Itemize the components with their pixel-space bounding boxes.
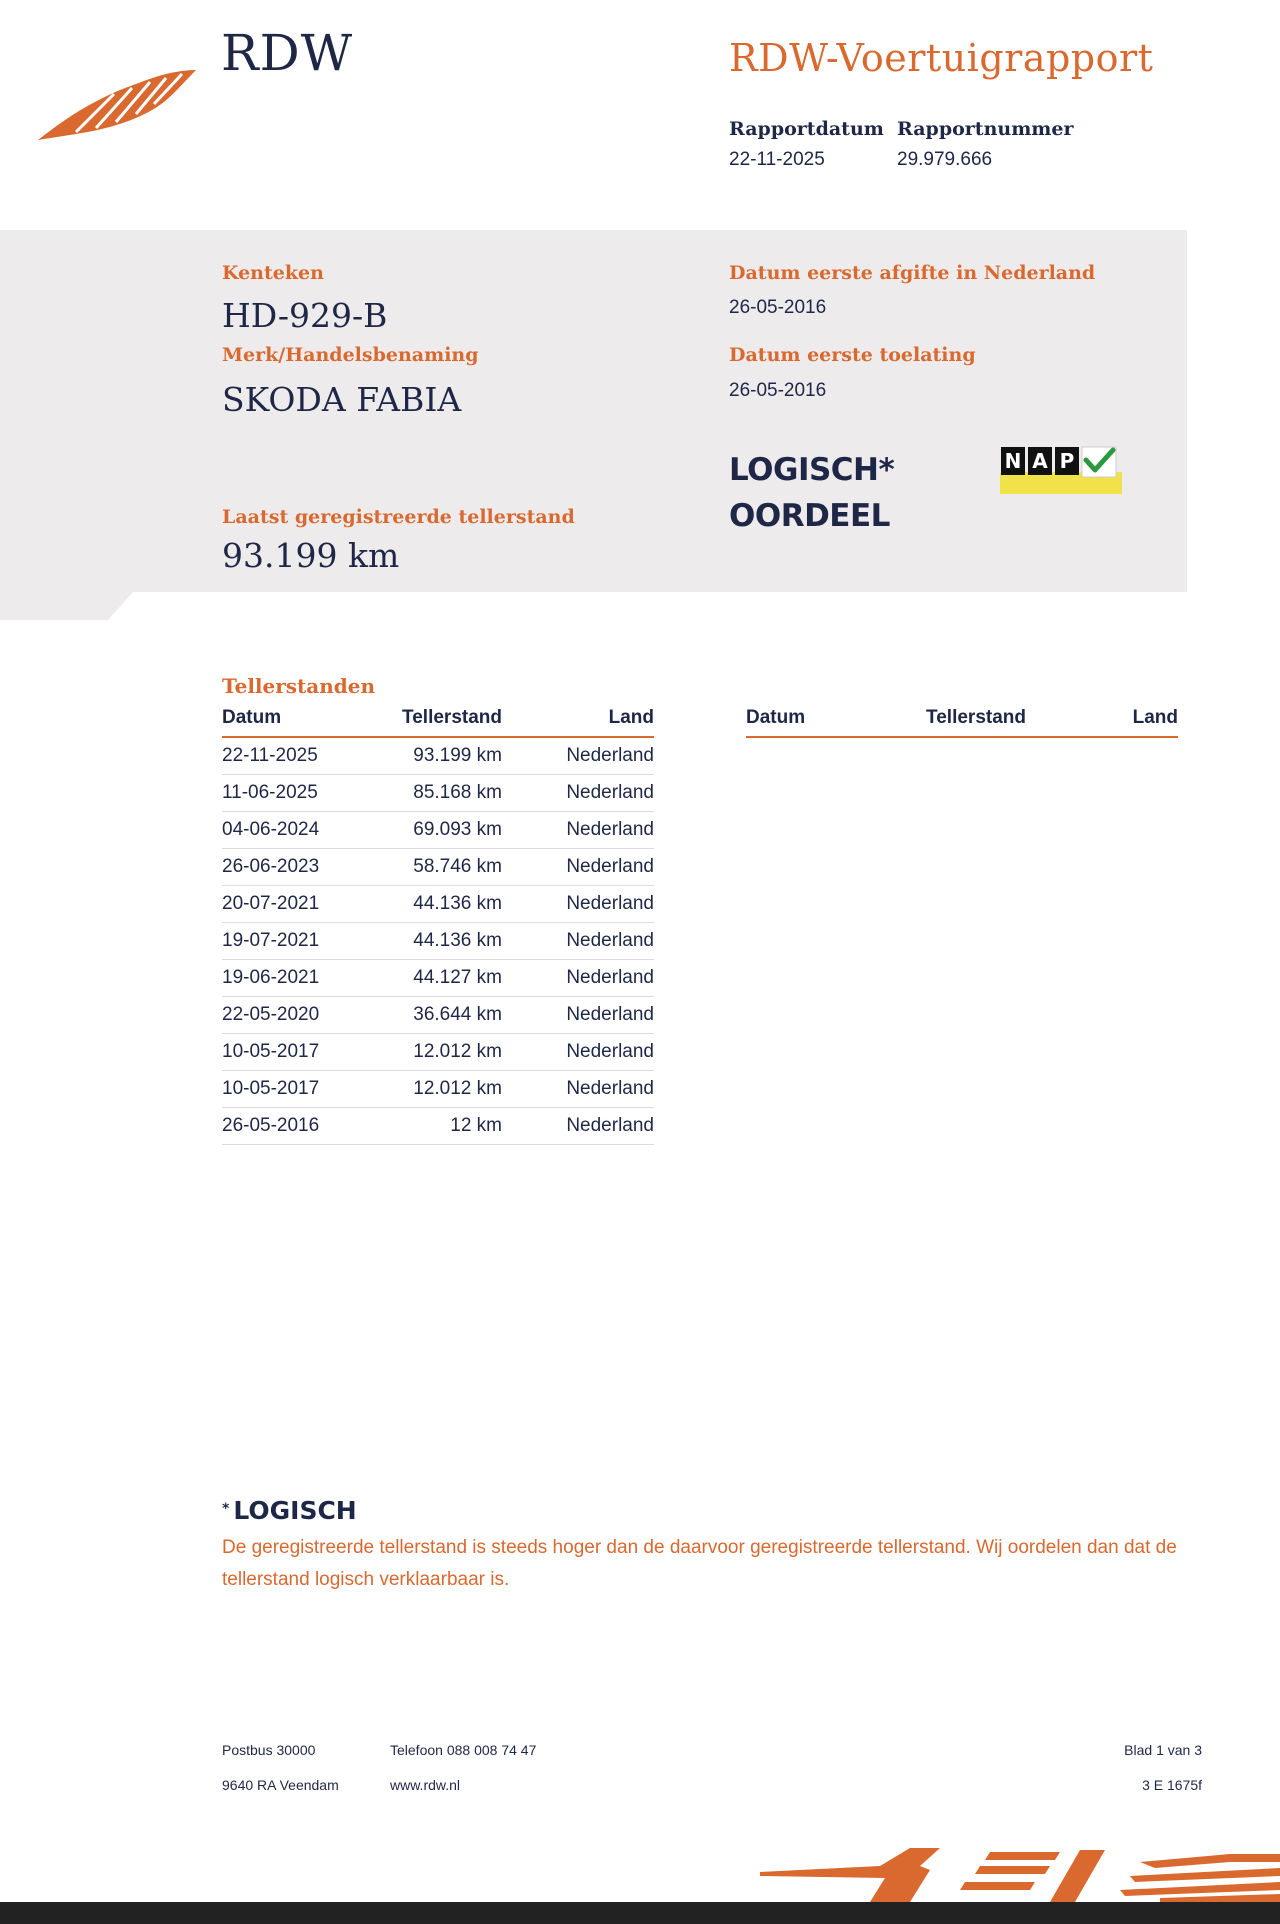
report-title: RDW-Voertuigrapport (729, 36, 1154, 80)
report-date-label: Rapportdatum (729, 118, 884, 140)
col-reading-header: Tellerstand (372, 706, 502, 737)
col-date-header: Datum (222, 706, 372, 737)
row-date: 20-07-2021 (222, 886, 372, 923)
verdict-line-2: OORDEEL (729, 498, 890, 534)
row-reading: 12.012 km (372, 1034, 502, 1071)
first-admission-value: 26-05-2016 (729, 380, 827, 401)
row-date: 26-05-2016 (222, 1108, 372, 1145)
footnote-title-text: LOGISCH (233, 1496, 357, 1525)
decorative-stripes (760, 1846, 1280, 1904)
row-reading: 58.746 km (372, 849, 502, 886)
last-odometer-value: 93.199 km (222, 536, 400, 575)
bottom-bar (0, 1902, 1280, 1924)
row-reading: 44.127 km (372, 960, 502, 997)
table-row (222, 960, 654, 997)
panel-tail-shape (0, 590, 135, 622)
odometer-section-title: Tellerstanden (222, 674, 376, 698)
table-row (222, 1071, 654, 1108)
row-date: 11-06-2025 (222, 775, 372, 812)
footer-address-line1: Postbus 30000 (222, 1742, 316, 1758)
brand-value: SKODA FABIA (222, 380, 462, 419)
logo-text: RDW (221, 24, 354, 82)
nap-letter-n: N (1004, 449, 1022, 473)
nap-badge-icon (1000, 446, 1122, 494)
verdict-line-1: LOGISCH* (729, 452, 895, 488)
nap-letter-a: A (1032, 449, 1048, 473)
col-date-header-right: Datum (746, 706, 896, 737)
table-row (222, 737, 654, 775)
footer-phone: Telefoon 088 008 74 47 (390, 1742, 537, 1758)
report-number: 29.979.666 (897, 149, 993, 170)
col-reading-header-right: Tellerstand (896, 706, 1026, 737)
row-country: Nederland (502, 997, 654, 1034)
odometer-table-right-header (746, 706, 1178, 737)
last-odometer-label: Laatst geregistreerde tellerstand (222, 506, 575, 528)
row-reading: 12 km (372, 1108, 502, 1145)
row-country: Nederland (502, 737, 654, 775)
first-issue-nl-value: 26-05-2016 (729, 297, 827, 318)
footnote-title (222, 1496, 357, 1525)
table-row (222, 886, 654, 923)
row-date: 26-06-2023 (222, 849, 372, 886)
footnote-marker: * (222, 1501, 230, 1517)
table-row (222, 997, 654, 1034)
col-country-header: Land (502, 706, 654, 737)
table-row (222, 923, 654, 960)
row-country: Nederland (502, 849, 654, 886)
footer-page-number: Blad 1 van 3 (1124, 1742, 1202, 1758)
col-country-header-right: Land (1026, 706, 1178, 737)
first-issue-nl-label: Datum eerste afgifte in Nederland (729, 262, 1096, 284)
row-date: 22-11-2025 (222, 737, 372, 775)
row-date: 22-05-2020 (222, 997, 372, 1034)
plate-label: Kenteken (222, 262, 324, 284)
row-reading: 93.199 km (372, 737, 502, 775)
odometer-table-right (746, 706, 1178, 738)
rdw-feather-logo (36, 58, 198, 142)
footer-address-line2: 9640 RA Veendam (222, 1777, 339, 1793)
table-row (222, 1108, 654, 1145)
row-date: 04-06-2024 (222, 812, 372, 849)
row-date: 10-05-2017 (222, 1034, 372, 1071)
brand-label: Merk/Handelsbenaming (222, 344, 479, 366)
row-date: 10-05-2017 (222, 1071, 372, 1108)
table-row (222, 775, 654, 812)
row-date: 19-06-2021 (222, 960, 372, 997)
row-country: Nederland (502, 812, 654, 849)
row-reading: 69.093 km (372, 812, 502, 849)
row-country: Nederland (502, 923, 654, 960)
footer-website[interactable]: www.rdw.nl (390, 1777, 461, 1793)
row-country: Nederland (502, 886, 654, 923)
vehicle-summary-panel (0, 230, 1187, 592)
row-reading: 36.644 km (372, 997, 502, 1034)
row-reading: 12.012 km (372, 1071, 502, 1108)
row-country: Nederland (502, 960, 654, 997)
row-reading: 44.136 km (372, 923, 502, 960)
row-date: 19-07-2021 (222, 923, 372, 960)
odometer-table (222, 706, 654, 1145)
report-number-label: Rapportnummer (897, 118, 1074, 140)
row-country: Nederland (502, 1108, 654, 1145)
row-country: Nederland (502, 775, 654, 812)
plate-value: HD-929-B (222, 296, 388, 335)
table-row (222, 1034, 654, 1071)
nap-letter-p: P (1059, 449, 1075, 473)
row-reading: 85.168 km (372, 775, 502, 812)
first-admission-label: Datum eerste toelating (729, 344, 976, 366)
table-row (222, 812, 654, 849)
report-date: 22-11-2025 (729, 149, 825, 170)
table-row (222, 849, 654, 886)
odometer-table-header (222, 706, 654, 737)
row-country: Nederland (502, 1071, 654, 1108)
row-country: Nederland (502, 1034, 654, 1071)
footer-document-code: 3 E 1675f (1142, 1777, 1202, 1793)
footnote-text: De geregistreerde tellerstand is steeds hoger dan de daarvoor geregistreerde tellerstand. Wij oordelen dan dat de tellerstand logisch verklaarbaar is. (222, 1537, 1177, 1590)
row-reading: 44.136 km (372, 886, 502, 923)
